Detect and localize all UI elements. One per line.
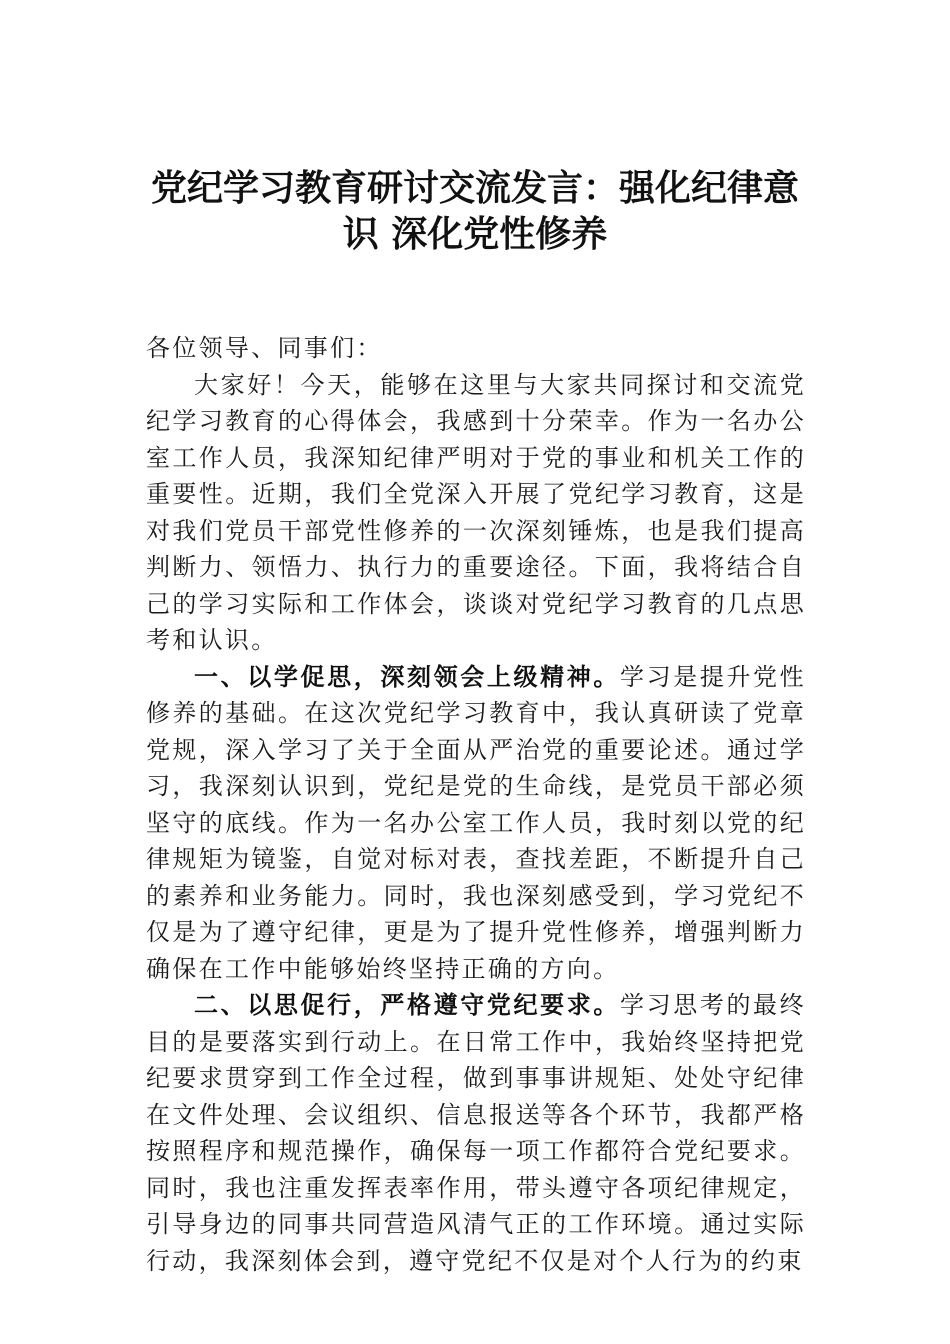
intro-paragraph: 大家好！今天，能够在这里与大家共同探讨和交流党纪学习教育的心得体会，我感到十分荣幸。作为一名办公室工作人员，我深知纪律严明对于党的事业和机关工作的重要性。近期，我们全党深入开展了党纪学习教育，这是对我们党员干部党性修养的一次深刻锤炼，也是我们提高判断力、领悟力、执行力的重要途径。下面，我将结合自己的学习实际和工作体会，谈谈对党纪学习教育的几点思考和认识。: [146, 370, 806, 654]
section-2-paragraph: [146, 987, 806, 1279]
document-title-line-1: 党纪学习教育研讨交流发言：强化纪律意: [150, 167, 799, 209]
salutation: 各位领导、同事们：: [146, 334, 383, 362]
document-body: [146, 330, 806, 1279]
section-1-heading: 一、以学促思，深刻领会上级精神。: [194, 662, 620, 691]
section-1-paragraph: [146, 659, 806, 988]
section-2-heading: 二、以思促行，严格遵守党纪要求。: [194, 991, 620, 1019]
section-1-text: 学习是提升党性修养的基础。在这次党纪学习教育中，我认真研读了党章党规，深入学习了关于全面从严治党的重要论述。通过学习，我深刻认识到，党纪是党的生命线，是党员干部必须坚守的底线。作为一名办公室工作人员，我时刻以党的纪律规矩为镜鉴，自觉对标对表，查找差距，不断提升自己的素养和业务能力。同时，我也深刻感受到，学习党纪不仅是为了遵守纪律，更是为了提升党性修养，增强判断力确保在工作中能够始终坚持正确的方向。: [146, 662, 806, 983]
section-2-text: 学习思考的最终目的是要落实到行动上。在日常工作中，我始终坚持把党纪要求贯穿到工作全过程，做到事事讲规矩、处处守纪律在文件处理、会议组织、信息报送等各个环节，我都严格按照程序和规范操作，确保每一项工作都符合党纪要求。同时，我也注重发挥表率作用，带头遵守各项纪律规定，引导身边的同事共同营造风清气正的工作环境。通过实际行动，我深刻体会到，遵守党纪不仅是对个人行为的约束: [146, 991, 806, 1275]
document-title-line-2: 识 深化党性修养: [342, 213, 608, 255]
